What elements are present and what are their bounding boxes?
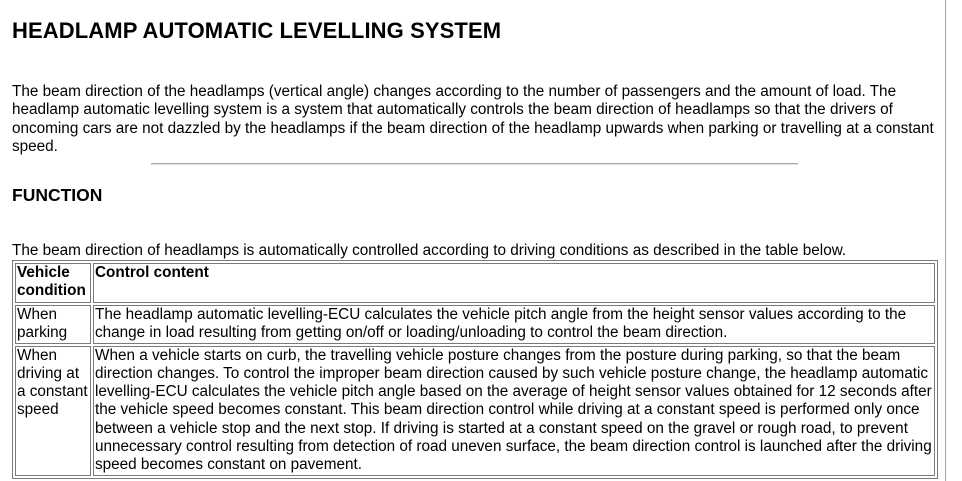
table-header-control-content: Control content — [93, 263, 935, 303]
table-cell-condition: When parking — [15, 305, 91, 344]
table-cell-content: When a vehicle starts on curb, the travelling vehicle posture changes from the posture during parking, so that the beam direction changes. To control the improper beam direction caused by such vehicle posture change, the headlamp automatic levelling-ECU calculates the vehicle pitch angle based on the average of height sensor values obtained for 12 seconds after the vehicle speed becomes constant. This beam direction control while driving at a constant speed is performed only once between a vehicle stop and the next stop. If driving is started at a constant speed on the gravel or rough road, to prevent unnecessary control resulting from detection of road uneven surface, the beam direction control is launched after the driving speed becomes constant on pavement. — [93, 346, 935, 476]
page-title: HEADLAMP AUTOMATIC LEVELLING SYSTEM — [12, 18, 502, 43]
table-header-vehicle-condition: Vehicle condition — [15, 263, 91, 303]
table-row — [15, 346, 935, 476]
table-cell-content: The headlamp automatic levelling-ECU calculates the vehicle pitch angle from the height sensor values according to the change in load resulting from getting on/off or loading/unloading to control the beam direction. — [93, 305, 935, 344]
table-cell-condition: When driving at a constant speed — [15, 346, 91, 476]
horizontal-rule — [151, 163, 798, 165]
control-table — [12, 260, 938, 479]
intro-paragraph: The beam direction of the headlamps (vertical angle) changes according to the number of passengers and the amount of load. The headlamp automatic levelling system is a system that automatically controls the beam direction of headlamps so that the drivers of oncoming cars are not dazzled by the headlamps if the beam direction of the headlamp upwards when parking or travelling at a constant speed. — [12, 83, 934, 155]
section-heading-function: FUNCTION — [12, 185, 103, 205]
table-intro-text: The beam direction of headlamps is automatically controlled according to driving conditions as described in the table below. — [12, 242, 847, 259]
window-edge-divider — [945, 0, 946, 481]
table-row — [15, 305, 935, 344]
table-header-row — [15, 263, 935, 303]
